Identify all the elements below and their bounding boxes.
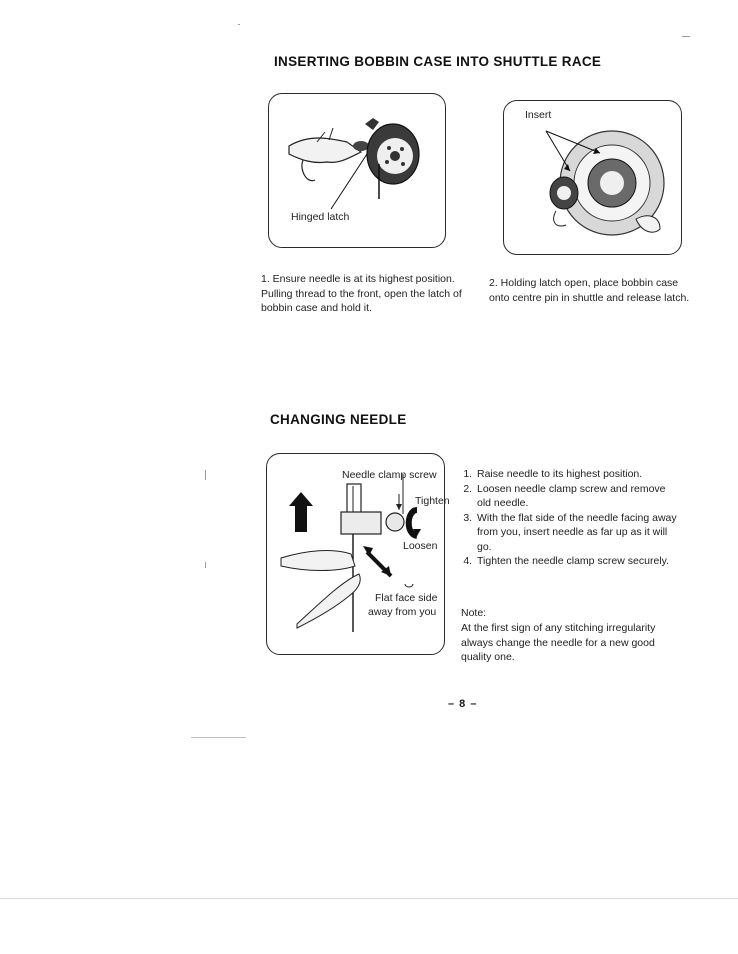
shuttle-race-illustration bbox=[504, 101, 681, 254]
note-text: At the first sign of any stitching irregularity always change the needle for a new good quality one. bbox=[461, 622, 656, 663]
page-number: – 8 – bbox=[448, 698, 478, 710]
needle-step-3: 3. With the flat side of the needle facing away from you, insert needle as far up as it will go. bbox=[475, 511, 682, 555]
figure-insert bbox=[503, 100, 682, 255]
scan-speck bbox=[191, 737, 246, 738]
label-flat-face-1: Flat face side bbox=[375, 592, 438, 604]
step-2-text: 2. Holding latch open, place bobbin case onto centre pin in shuttle and release latch. bbox=[489, 277, 690, 304]
section-heading-bobbin: INSERTING BOBBIN CASE INTO SHUTTLE RACE bbox=[274, 54, 602, 69]
scan-speck bbox=[238, 24, 240, 25]
needle-step-1: 1. Raise needle to its highest position. bbox=[475, 467, 682, 482]
label-loosen: Loosen bbox=[403, 540, 438, 552]
figure-hinged-latch bbox=[268, 93, 446, 248]
needle-step-2: 2. Loosen needle clamp screw and remove old needle. bbox=[475, 482, 682, 511]
section-heading-needle: CHANGING NEEDLE bbox=[270, 412, 407, 427]
needle-step-4: 4. Tighten the needle clamp screw securely. bbox=[475, 554, 682, 569]
needle-clamp-illustration bbox=[267, 454, 444, 654]
label-hinged-latch: Hinged latch bbox=[291, 211, 350, 223]
needle-steps-list bbox=[459, 467, 682, 569]
label-insert: Insert bbox=[525, 109, 552, 121]
scan-speck bbox=[205, 470, 206, 480]
scan-speck bbox=[205, 562, 206, 568]
bobbin-case-illustration bbox=[269, 94, 445, 247]
step-1-text: 1. Ensure needle is at its highest position. Pulling thread to the front, open the latch of bobbin case and hold it. bbox=[261, 273, 462, 314]
label-needle-clamp-screw: Needle clamp screw bbox=[342, 469, 437, 481]
figure-changing-needle bbox=[266, 453, 450, 655]
scan-speck bbox=[0, 898, 738, 899]
note-label: Note: bbox=[461, 607, 487, 619]
scan-speck bbox=[682, 36, 690, 37]
label-flat-face-2: away from you bbox=[368, 606, 437, 618]
label-tighten: Tighten bbox=[415, 495, 450, 507]
